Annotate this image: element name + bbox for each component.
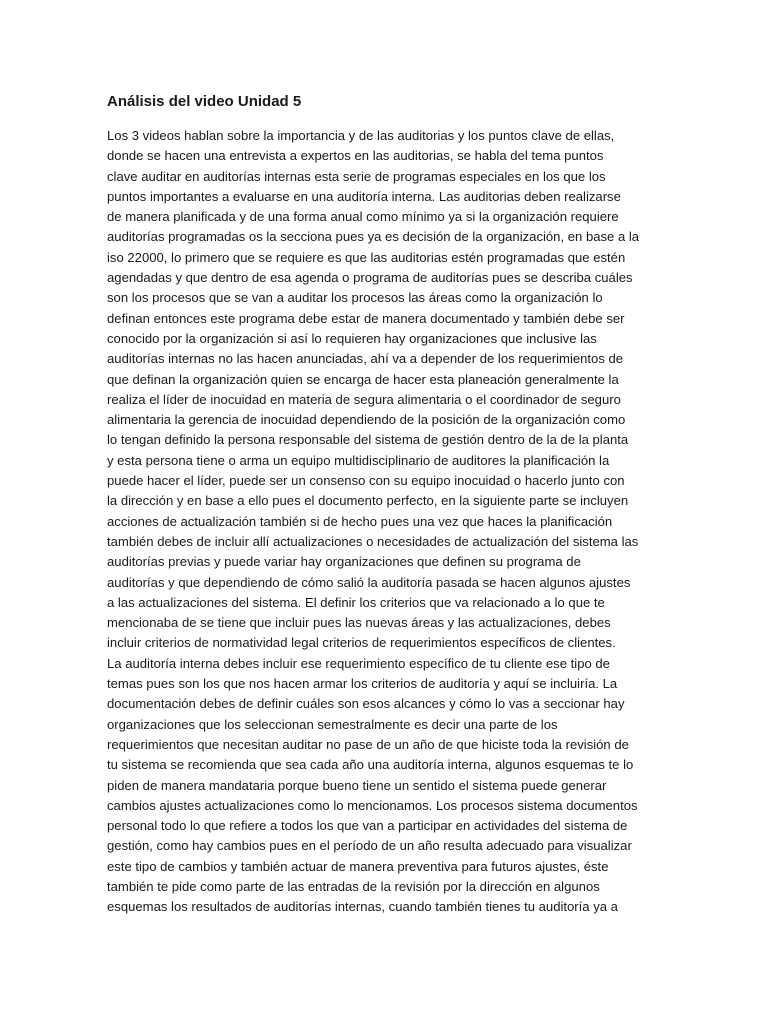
paragraph-line: requerimientos que necesitan auditar no pase de un año de que hiciste toda la revisión de xyxy=(107,736,629,752)
paragraph-line: realiza el líder de inocuidad en materia de segura alimentaria o el coordinador de seguro xyxy=(107,391,621,407)
paragraph-line: esquemas los resultados de auditorías internas, cuando también tienes tu auditoría ya a xyxy=(107,899,618,915)
paragraph-line: lo tengan definido la persona responsable del sistema de gestión dentro de la de la planta xyxy=(107,432,629,448)
paragraph-line: auditorías y que dependiendo de cómo salió la auditoría pasada se hacen algunos ajustes xyxy=(107,574,631,590)
paragraph-line: acciones de actualización también si de hecho pues una vez que haces la planificación xyxy=(107,513,613,529)
paragraph-line: conocido por la organización si así lo requieren hay organizaciones que inclusive las xyxy=(107,330,597,346)
paragraph-line: y esta persona tiene o arma un equipo multidisciplinario de auditores la planificación la xyxy=(107,452,610,468)
paragraph-line: clave auditar en auditorías internas esta serie de programas especiales en los que los xyxy=(107,168,606,184)
paragraph-line: piden de manera mandataria porque bueno tiene un sentido el sistema puede generar xyxy=(107,777,607,793)
paragraph-line: cambios ajustes actualizaciones como lo mencionamos. Los procesos sistema documentos xyxy=(107,797,638,813)
paragraph-line: definan entonces este programa debe estar de manera documentado y también debe ser xyxy=(107,310,625,326)
paragraph-line: gestión, como hay cambios pues en el período de un año resulta adecuado para visualizar xyxy=(107,838,632,854)
paragraph-line: organizaciones que los seleccionan semestralmente es decir una parte de los xyxy=(107,716,558,732)
paragraph-line: también debes de incluir allí actualizaciones o necesidades de actualización del sistema las xyxy=(107,533,639,549)
paragraph-line: de manera planificada y de una forma anual como mínimo ya si la organización requiere xyxy=(107,209,619,225)
paragraph-line: donde se hacen una entrevista a expertos en las auditorias, se habla del tema puntos xyxy=(107,148,604,164)
paragraph-line: La auditoría interna debes incluir ese requerimiento específico de tu cliente ese tipo de xyxy=(107,655,610,671)
document-title: Análisis del video Unidad 5 xyxy=(107,93,302,110)
paragraph-line: mencionaba de se tiene que incluir pues las nuevas áreas y las actualizaciones, debes xyxy=(107,615,611,631)
paragraph-line: iso 22000, lo primero que se requiere es que las auditorias estén programadas que estén xyxy=(107,249,626,265)
paragraph-line: también te pide como parte de las entradas de la revisión por la dirección en algunos xyxy=(107,878,600,894)
paragraph-line: documentación debes de definir cuáles son esos alcances y cómo lo vas a seccionar hay xyxy=(107,696,625,712)
paragraph-line: incluir criterios de normatividad legal criterios de requerimientos específicos de clientes. xyxy=(107,635,616,651)
paragraph-line: son los procesos que se van a auditar los procesos las áreas como la organización lo xyxy=(107,290,603,306)
paragraph-line: auditorías previas y puede variar hay organizaciones que definen su programa de xyxy=(107,554,581,570)
paragraph-line: Los 3 videos hablan sobre la importancia y de las auditorias y los puntos clave de ellas, xyxy=(107,128,615,143)
paragraph-line: puede hacer el líder, puede ser un consenso con su equipo inocuidad o hacerlo junto con xyxy=(107,473,625,489)
paragraph-line: personal todo lo que refiere a todos los que van a participar en actividades del sistema de xyxy=(107,818,628,834)
paragraph-line: la dirección y en base a ello pues el documento perfecto, en la siguiente parte se incluyen xyxy=(107,493,629,509)
paragraph-line: auditorías internas no las hacen anunciadas, ahí va a depender de los requerimientos de xyxy=(107,351,624,367)
paragraph-line: puntos importantes a evaluarse en una auditoría interna. Las auditorias deben realizarse xyxy=(107,188,621,204)
paragraph-line: temas pues son los que nos hacen armar los criterios de auditoría y aquí se incluiría. La xyxy=(107,676,618,692)
document-body xyxy=(107,126,687,918)
paragraph-line: agendadas y que dentro de esa agenda o programa de auditorías pues se describa cuáles xyxy=(107,270,633,286)
paragraph-line: este tipo de cambios y también actuar de manera preventiva para futuros ajustes, éste xyxy=(107,858,609,874)
paragraph-line: tu sistema se recomienda que sea cada año una auditoría interna, algunos esquemas te lo xyxy=(107,757,634,773)
paragraph-line: auditorías programadas os la secciona pues ya es decisión de la organización, en base a la xyxy=(107,229,640,245)
paragraph-line: que definan la organización quien se encarga de hacer esta planeación generalmente la xyxy=(107,371,619,387)
paragraph-line: a las actualizaciones del sistema. El definir los criterios que va relacionado a lo que te xyxy=(107,594,605,610)
paragraph-line: alimentaria la gerencia de inocuidad dependiendo de la posición de la organización como xyxy=(107,412,626,428)
